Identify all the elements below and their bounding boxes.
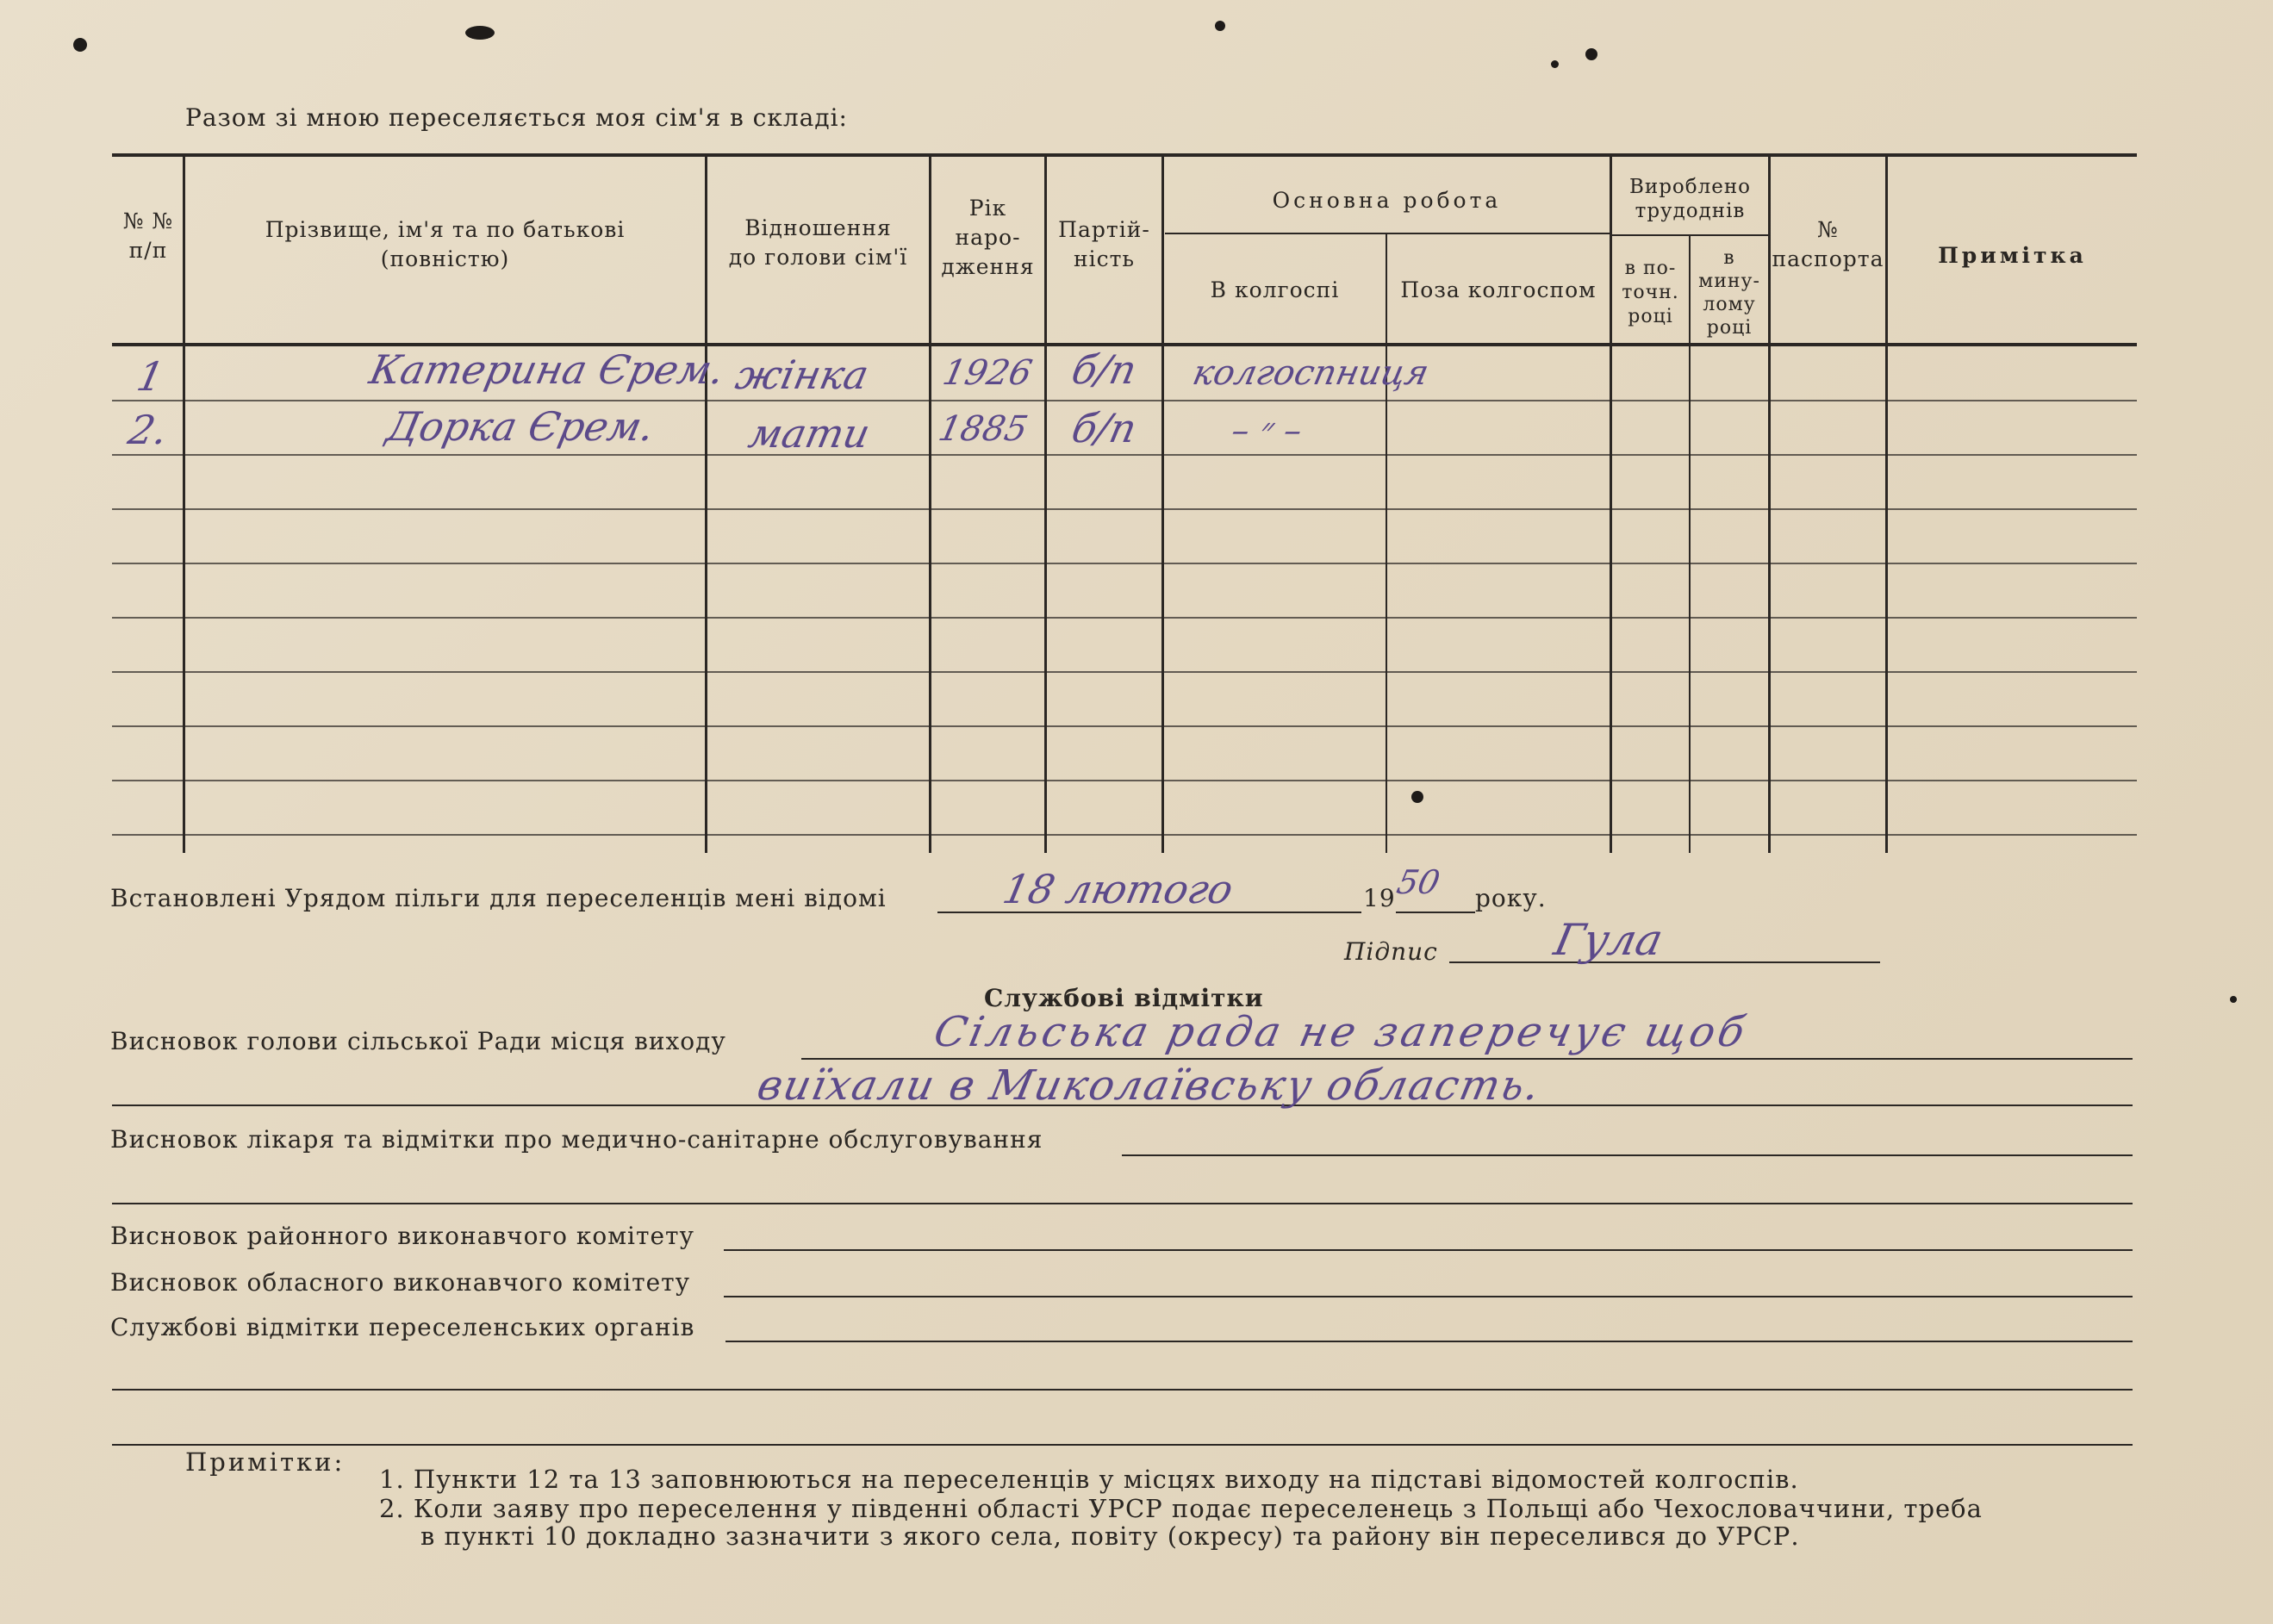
row1-relation: жінка xyxy=(732,352,873,398)
header-trudodni: Вироблено трудоднів xyxy=(1628,176,1752,222)
row-line xyxy=(112,617,2137,619)
intro-text: Разом зі мною переселяється моя сім'я в складі: xyxy=(185,103,848,132)
row-line xyxy=(112,454,2137,456)
header-work-kolhosp: В колгоспі xyxy=(1210,277,1340,302)
benefits-date: 18 лютого xyxy=(999,866,1237,912)
header-remark: Примітка xyxy=(1938,243,2087,268)
ink-blot xyxy=(1215,21,1225,31)
row-line xyxy=(112,671,2137,673)
ink-blot xyxy=(2230,996,2237,1003)
benefits-label: Встановлені Урядом пільги для переселенців мені відомі xyxy=(110,884,887,912)
row2-num: 2. xyxy=(124,407,172,453)
ink-blot xyxy=(73,38,87,52)
header-birth: Рік наро- дження xyxy=(941,196,1035,279)
header-trudodni-past: в мину- лому році xyxy=(1698,247,1760,339)
row-line xyxy=(112,834,2137,836)
header-relation: Відношення до голови сім'ї xyxy=(728,215,908,270)
row1-num: 1 xyxy=(133,353,169,400)
note-2a: 2. Коли заяву про переселення у південні області УРСР подає переселенець з Польщі або Чехословаччини, треба xyxy=(379,1494,1983,1523)
row-line xyxy=(112,400,2137,401)
resettle-line-2 xyxy=(112,1389,2133,1391)
sign-label: Підпис xyxy=(1344,937,1438,966)
rada-handwritten-2: виїхали в Миколаївську область. xyxy=(753,1061,1546,1110)
row2-name: Дорка Єрем. xyxy=(383,403,659,450)
doctor-line-2 xyxy=(112,1203,2133,1204)
table-top-rule xyxy=(112,153,2137,157)
rada-handwritten-1: Сільська рада не заперечує щоб xyxy=(930,1008,1753,1056)
year-suffix: року. xyxy=(1475,884,1547,912)
oblast-label: Висновок обласного виконавчого комітету xyxy=(110,1268,691,1297)
header-work: Основна робота xyxy=(1272,188,1502,213)
resettle-line-3 xyxy=(112,1444,2133,1446)
year-hw: 50 xyxy=(1393,863,1444,901)
row1-birth: 1926 xyxy=(939,353,1036,393)
row1-work: колгоспниця xyxy=(1189,353,1433,393)
note-1: 1. Пункти 12 та 13 заповнюються на переселенців у місцях виходу на підставі відомостей колгоспів. xyxy=(379,1465,1799,1494)
resettle-label: Службові відмітки переселенських органів xyxy=(110,1313,695,1341)
oblast-line xyxy=(724,1296,2133,1297)
ink-blot xyxy=(1551,60,1559,68)
rayon-label: Висновок районного виконавчого комітету xyxy=(110,1222,695,1250)
rada-label: Висновок голови сільської Ради місця виходу xyxy=(110,1027,726,1055)
work-subheader-rule xyxy=(1165,233,1610,234)
row-line xyxy=(112,780,2137,781)
row2-relation: мати xyxy=(744,410,875,457)
ink-blot xyxy=(465,26,495,40)
sign-line xyxy=(1449,961,1880,963)
header-num: № № п/п xyxy=(122,208,174,263)
note-2b: в пункті 10 докладно зазначити з якого села, повіту (окресу) та району він переселився до УРСР. xyxy=(420,1521,1800,1551)
row1-name: Катерина Єрем. xyxy=(365,346,729,393)
row2-work: – ״ – xyxy=(1228,411,1306,451)
header-trudodni-current: в по- точн. році xyxy=(1622,258,1679,327)
row-line xyxy=(112,508,2137,510)
year-line xyxy=(1396,912,1475,913)
row2-birth: 1885 xyxy=(935,409,1031,449)
rada-line-1 xyxy=(801,1058,2133,1060)
rayon-line xyxy=(724,1249,2133,1251)
row2-party: б/п xyxy=(1068,405,1141,451)
notes-title: Примітки: xyxy=(185,1447,346,1477)
ink-blot xyxy=(1585,48,1597,60)
row-line xyxy=(112,563,2137,564)
header-party: Партій- ність xyxy=(1058,217,1150,271)
header-work-outside: Поза колгоспом xyxy=(1400,277,1597,302)
header-name: Прізвище, ім'я та по батькові (повністю) xyxy=(265,217,626,271)
ink-blot xyxy=(1411,791,1423,803)
col-sep-6 xyxy=(1386,234,1387,853)
signature: Гула xyxy=(1549,915,1667,965)
header-passport: № паспорта xyxy=(1772,217,1884,271)
row1-party: б/п xyxy=(1068,346,1141,393)
doctor-label: Висновок лікаря та відмітки про медично-санітарне обслуговування xyxy=(110,1125,1043,1154)
row-line xyxy=(112,725,2137,727)
resettle-line-1 xyxy=(725,1341,2133,1342)
doctor-line-1 xyxy=(1122,1154,2133,1156)
year-prefix: 19 xyxy=(1363,884,1396,912)
service-title: Службові відмітки xyxy=(984,984,1264,1012)
col-sep-5 xyxy=(1161,155,1164,853)
